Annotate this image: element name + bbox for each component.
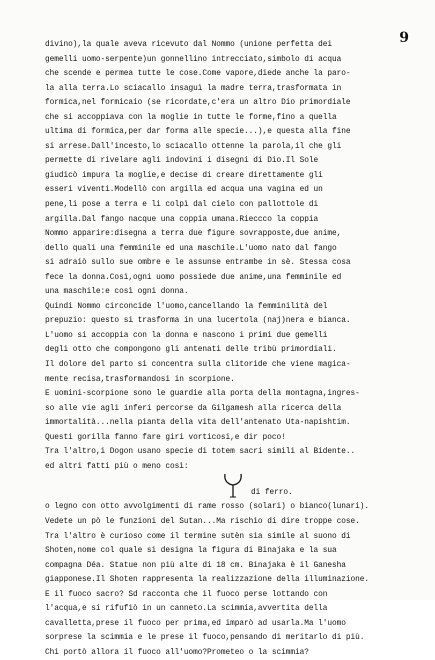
text-line: o legno con otto avvolgimenti di rame rosso (solari) o bianco(lunari).	[45, 503, 370, 512]
totem-caption: di ferro.	[251, 489, 293, 498]
text-line: ed altri fatti più o meno così:	[45, 462, 189, 471]
text-line: so alle vie agli inferi percorse da Gilgamesh alla ricerca della	[45, 404, 342, 413]
text-line: Shoten,nome col quale si designa la figura di Binajaka e la sua	[45, 547, 337, 556]
text-line: fece la donna.Così,ogni uomo possiede due anime,una femminile ed	[45, 273, 342, 282]
text-line: ultima di formica,per dar forma alle specie...),e questa alla fine	[45, 128, 351, 137]
text-line: compagna Déa. Statue non più alte di 18 cm. Binajaka è il Ganesha	[45, 561, 346, 570]
text-line: permette di rivelare agli indovini i disegni di Dio.Il Sole	[45, 157, 319, 166]
text-line: giudicò impura la moglie,e decise di creare direttamente gli	[45, 171, 323, 180]
text-line: pene,li pose a terra e li colpì dal cielo con pallottole di	[45, 201, 319, 210]
text-line: la alla terra.Lo sciacallo insaguì la madre terra,trasformata in	[45, 84, 342, 93]
text-line: l'acqua,e si rifufiò in un canneto.La scimmia,avvertita della	[45, 605, 328, 614]
text-line: prepuzio: questo si trasforma in una lucertola (naj)nera e bianca.	[45, 317, 351, 326]
text-line: Chi portò allora il fuoco all'uomo?Prometeo o la scimmia?	[45, 648, 309, 657]
text-line: divino),la quale aveva ricevuto dal Nommo (unione perfetta dei	[45, 41, 332, 49]
text-block-upper	[45, 38, 417, 474]
text-line: si arrese.Dall'incesto,lo sciacallo ottenne la parola,il che gli	[45, 142, 342, 151]
text-line: una maschile:e così ogni donna.	[45, 288, 189, 297]
text-line: Tra l'altro è curioso come il termine sutèn sia simile al suono di	[45, 532, 351, 541]
text-line: Il dolore del parto si concentra sulla clitoride che viene magica-	[45, 361, 351, 370]
text-line: Quindi Nommo circoncide l'uomo,cancellando la femminilità del	[45, 302, 328, 311]
text-line: immortalità...nella pianta della vita dell'antenato Uta-napishtim.	[45, 419, 351, 428]
text-line: gemelli uomo-serpente)un gonnellino intrecciato,simbolo di acqua	[45, 55, 342, 64]
forked-totem-icon	[217, 471, 251, 499]
text-line: mente recisa,trasformandosi in scorpione.	[45, 375, 235, 384]
page-number-mark: 9	[399, 30, 409, 46]
text-line: degli otto che compongono gli antenati delle tribù primordiali.	[45, 346, 337, 355]
totem-figure-line	[45, 474, 417, 500]
text-line: si adraiò sullo sue ombre e le assunse entrambe in sè. Stessa cosa	[45, 259, 351, 268]
text-line: L'uomo si accoppia con la donna e nascono i primi due gemelli	[45, 331, 328, 340]
text-line: esseri viventi.Modellò con argilla ed acqua una vagina ed un	[45, 186, 323, 195]
text-line: cavalletta,prese il fuoco per prima,ed imparò ad usarla.Ma l'uomo	[45, 619, 346, 628]
text-line: che si accoppiava con la moglie in tutte le forme,fino a quella	[45, 113, 337, 122]
text-line: Vedete un pò le funzioni del Sutan...Ma rischio di dire troppe cose.	[45, 517, 360, 526]
text-line: E uomini-scorpione sono le guardie alla porta della montagna,ingres-	[45, 390, 360, 399]
text-line: che scende e permea tutte le cose.Come vapore,diede anche la paro-	[45, 70, 351, 79]
text-line: E il fuoco sacro? Sd racconta che il fuoco perse lottando con	[45, 590, 328, 599]
text-line: argilla.Dal fango nacque una coppia umana.Rieccco la coppia	[45, 215, 319, 224]
text-line: giapponese.Il Shoten rappresenta la realizzazione della illuminazione.	[45, 576, 370, 585]
text-line: formica,nel formicaio (se ricordate,c'era un altro Dio primordiale	[45, 99, 351, 108]
text-block-lower	[45, 500, 417, 660]
text-line: sorprese la scimmia e le prese il fuoco,pensando di meritarlo di più.	[45, 634, 365, 643]
text-line: dello quali una femminile ed una maschile.L'uomo nato dal fango	[45, 244, 337, 253]
text-line: Tra l'altro,i Dogon usano specie di totem sacri simili al Bidente..	[45, 448, 356, 457]
text-line: Nommo apparire:disegna a terra due figure sovrapposte,due anime,	[45, 230, 342, 239]
body-text	[45, 38, 417, 660]
text-line: Questi gorilla fanno fare giri vorticosi,e dir poco!	[45, 433, 286, 442]
